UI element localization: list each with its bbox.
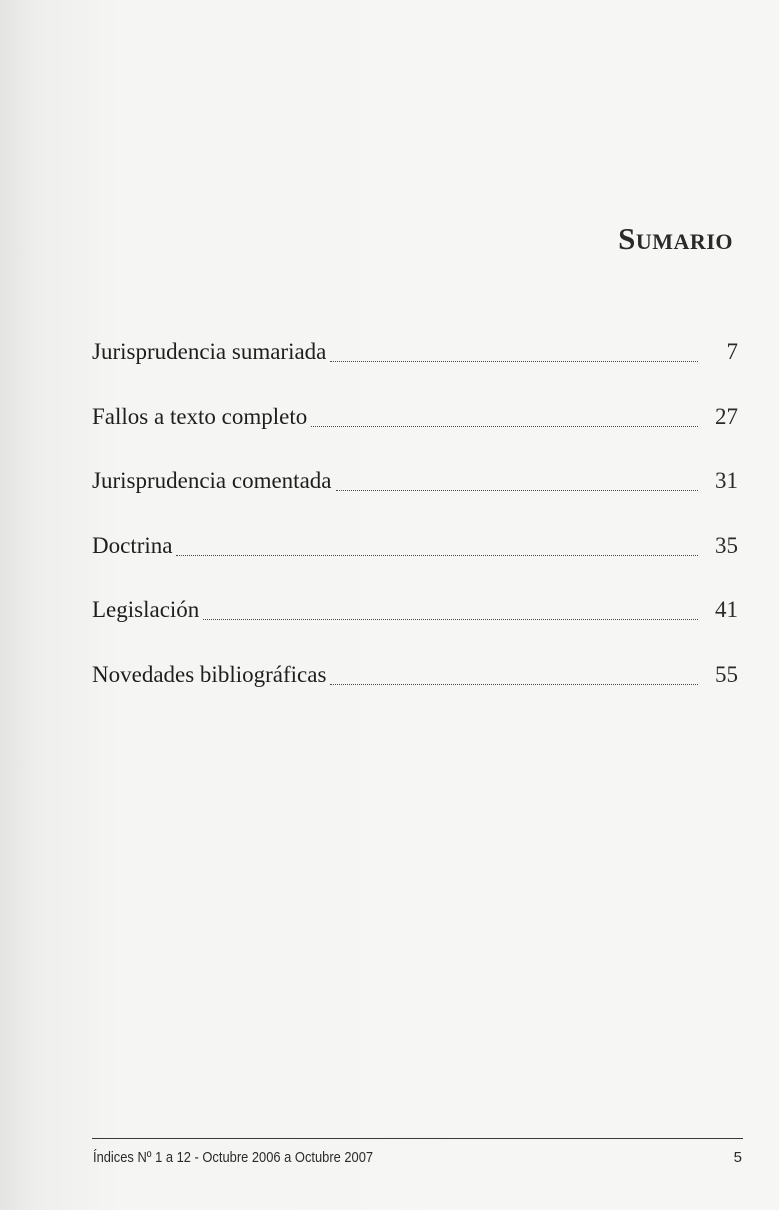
toc-entry-page: 41 <box>715 597 738 622</box>
toc-entry-fallos-texto-completo <box>92 402 738 467</box>
toc-entry-label: Fallos a texto completo <box>92 403 308 429</box>
footer-publication-info: Índices Nº 1 a 12 - Octubre 2006 a Octubre 2007 <box>93 1149 374 1166</box>
toc-entry-novedades-bibliograficas <box>92 660 738 725</box>
footer-page-number: 5 <box>733 1149 742 1166</box>
toc-entry-jurisprudencia-comentada <box>92 466 738 531</box>
toc-entry-page: 27 <box>715 403 738 429</box>
toc-entry-page: 7 <box>726 339 738 364</box>
toc-entry-label: Jurisprudencia comentada <box>92 468 332 493</box>
toc-entry-label: Jurisprudencia sumariada <box>92 339 327 364</box>
toc-entry-label: Novedades bibliográficas <box>92 661 327 687</box>
toc-entry-jurisprudencia-sumariada <box>92 337 738 402</box>
toc-entry-label: Legislación <box>92 597 200 622</box>
toc-leader-dots <box>336 468 699 491</box>
toc-entry-page: 55 <box>715 661 738 687</box>
toc-entry-label: Doctrina <box>92 532 173 558</box>
page-title: Sumario <box>618 220 733 256</box>
toc-entry-page: 35 <box>715 532 738 558</box>
table-of-contents <box>92 337 738 724</box>
toc-leader-dots <box>311 404 698 427</box>
toc-leader-dots <box>330 339 698 362</box>
toc-leader-dots <box>330 662 698 685</box>
toc-entry-doctrina <box>92 531 738 596</box>
toc-entry-legislacion <box>92 595 738 660</box>
toc-leader-dots <box>176 533 698 556</box>
footer-divider <box>92 1138 743 1139</box>
toc-entry-page: 31 <box>715 468 738 493</box>
toc-leader-dots <box>203 597 698 620</box>
